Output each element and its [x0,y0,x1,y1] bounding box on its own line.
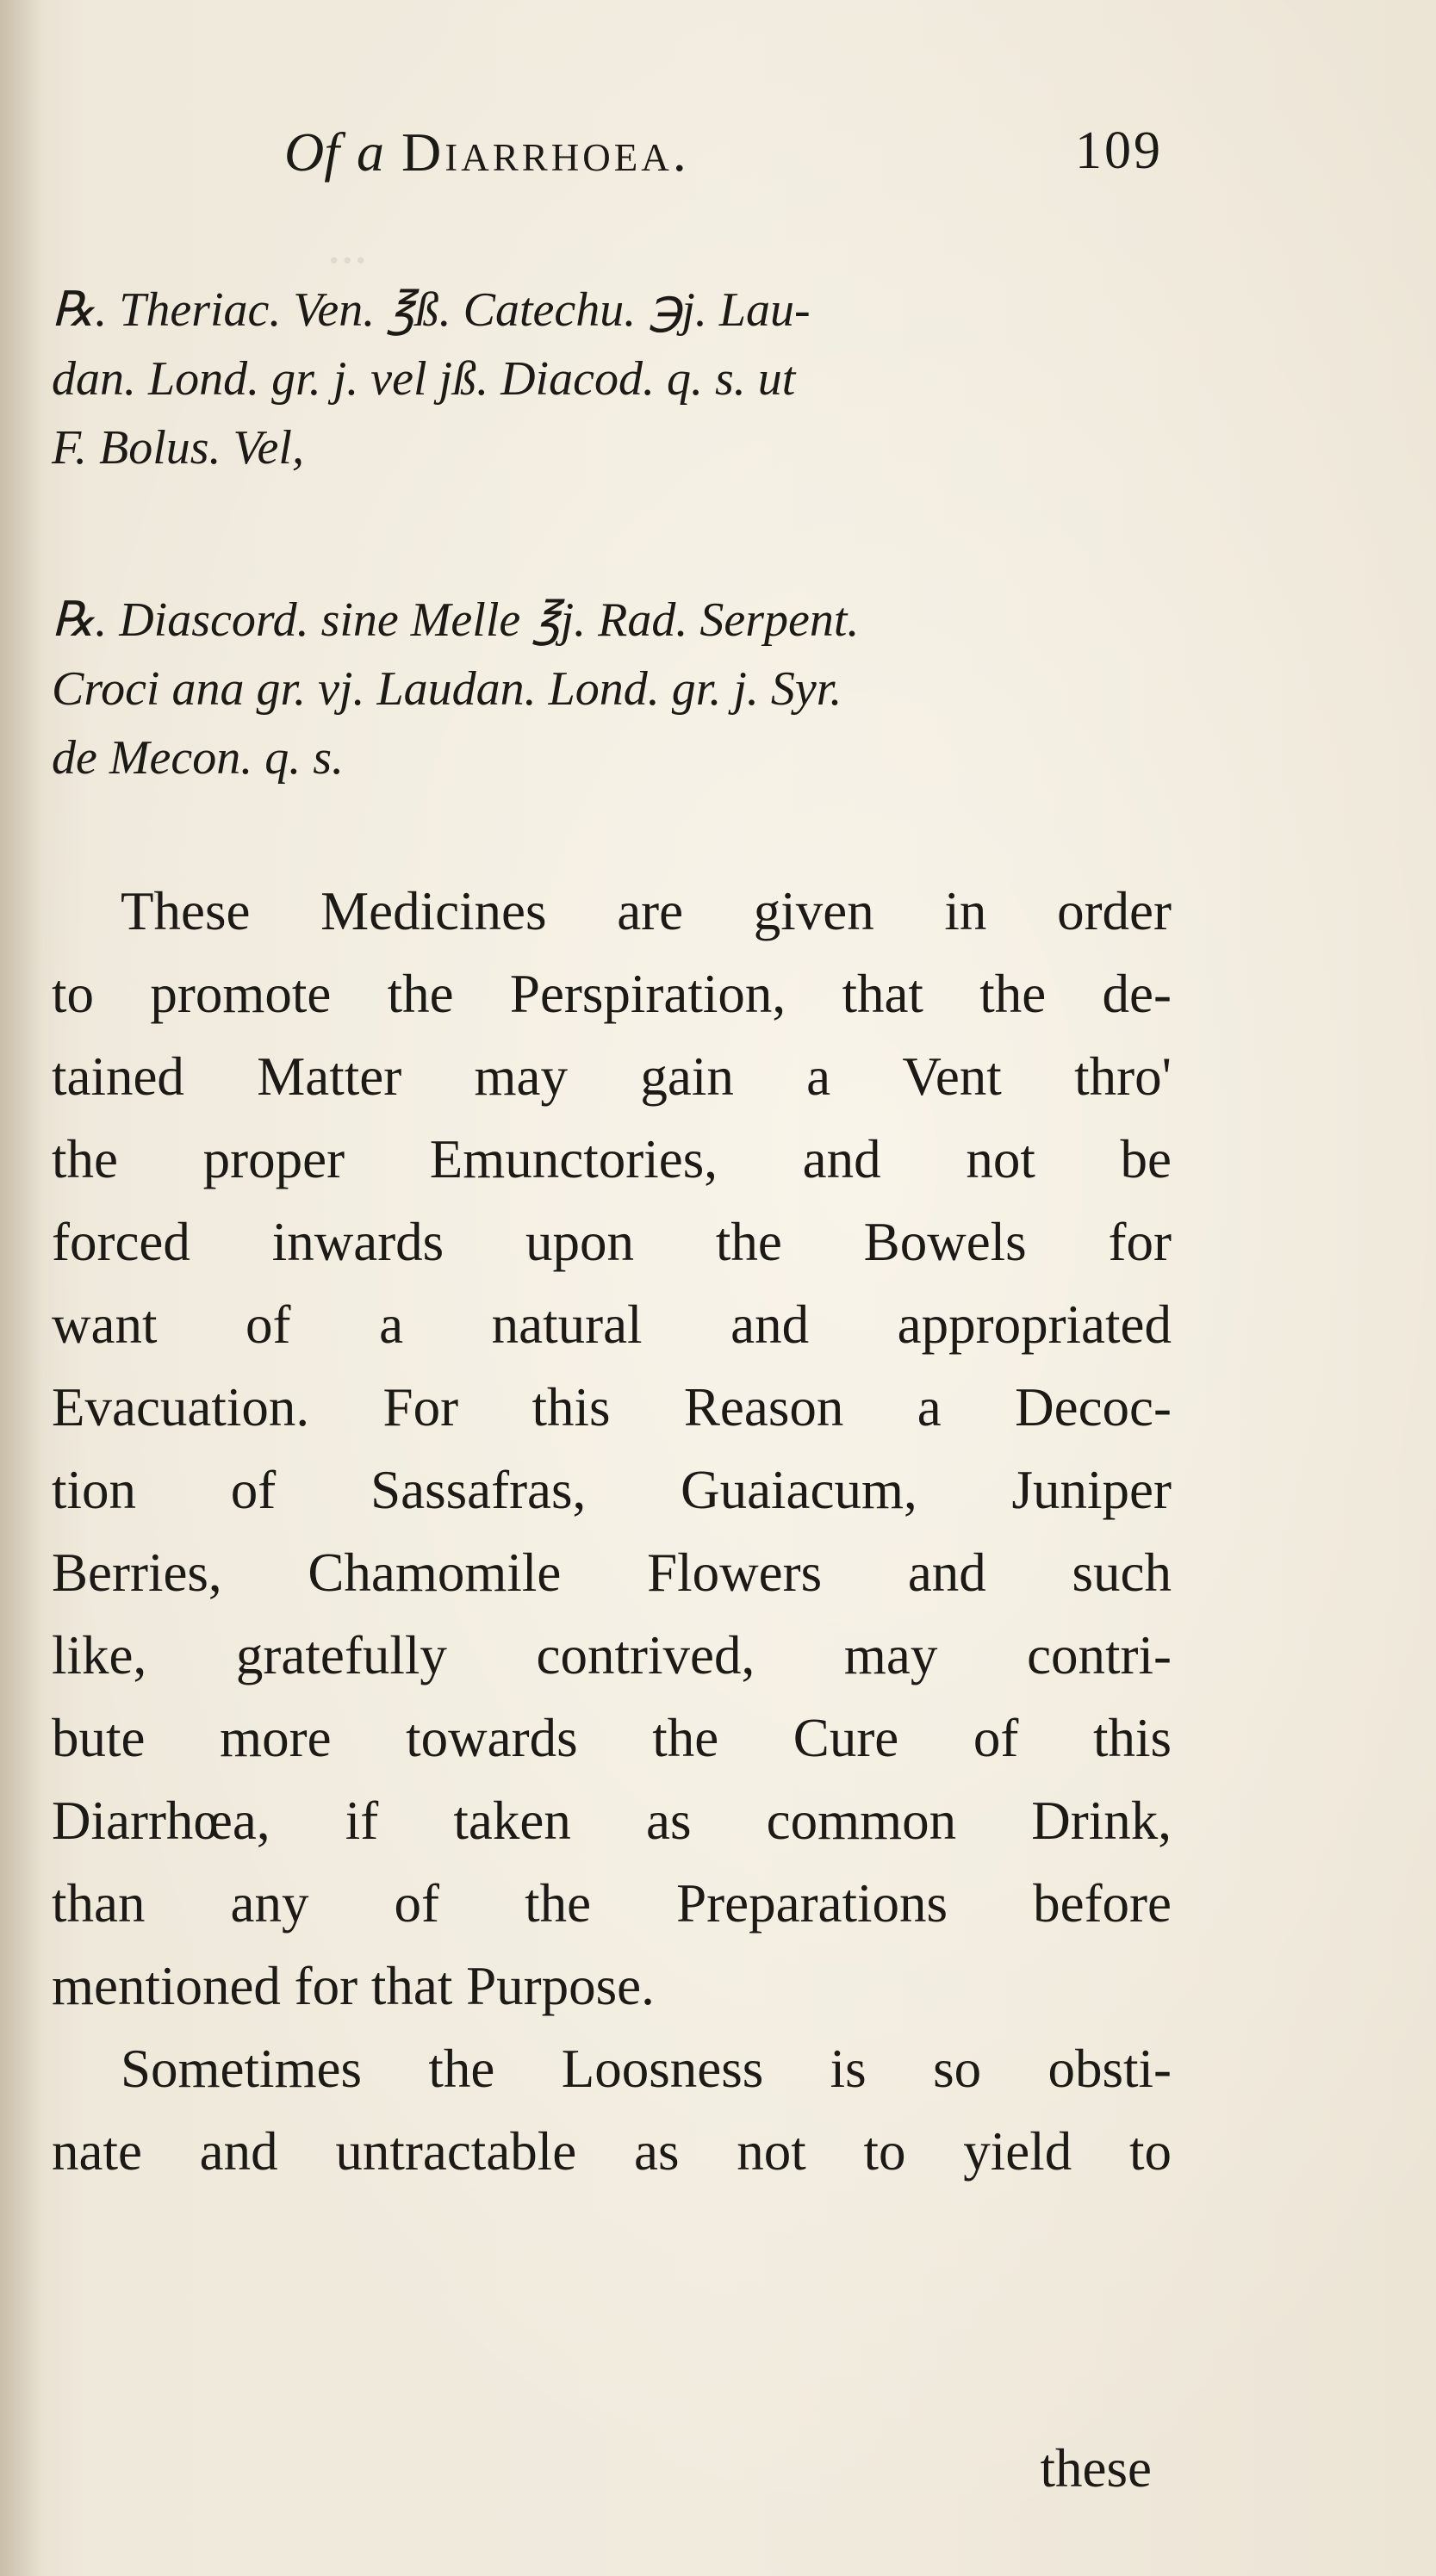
prescription-line: F. Bolus. Vel, [52,421,304,475]
body-line: forced inwards upon the Bowels for [52,1212,1172,1272]
body-line: Evacuation. For this Reason a Decoc- [52,1377,1172,1437]
body-text [52,870,1172,2193]
prescription-2 [52,586,1172,792]
body-line: Sometimes the Loosness is so obsti- [121,2039,1172,2099]
body-line: tained Matter may gain a Vent thro' [52,1046,1172,1107]
bleed-through-text: ... [327,216,368,275]
body-line: like, gratefully contrived, may contri- [52,1625,1172,1685]
body-line: tion of Sassafras, Guaiacum, Juniper [52,1460,1172,1520]
page-number: 109 [1075,121,1163,180]
body-line: Diarrhœa, if taken as common Drink, [52,1791,1172,1851]
body-line: than any of the Preparations before [52,1873,1172,1934]
running-head [284,121,1163,198]
body-line: want of a natural and appropriated [52,1294,1172,1355]
body-line: to promote the Perspiration, that the de- [52,964,1172,1024]
prescription-line: Croci ana gr. vj. Laudan. Lond. gr. j. Syr. [52,662,842,716]
prescription-line: de Mecon. q. s. [52,731,345,785]
body-line: Berries, Chamomile Flowers and such [52,1542,1172,1603]
running-head-title [284,121,690,184]
prescription-line: ℞. Diascord. sine Melle ℥j. Rad. Serpent. [52,593,860,647]
body-line: the proper Emunctories, and not be [52,1129,1172,1189]
prescription-line: ℞. Theriac. Ven. ℥ß. Catechu. ℈j. Lau- [52,283,811,337]
body-line: mentioned for that Purpose. [52,1956,655,2016]
body-line: These Medicines are given in order [121,881,1172,941]
prescription-1 [52,276,1172,482]
running-head-a: a [357,121,384,183]
body-line: nate and untractable as not to yield to [52,2121,1172,2182]
running-head-of: Of [284,121,339,183]
running-head-subject: Diarrhoea. [401,121,690,183]
catchword: these [1040,2438,1152,2498]
prescription-line: dan. Lond. gr. j. vel jß. Diacod. q. s. ut [52,352,796,406]
body-line: bute more towards the Cure of this [52,1708,1172,1768]
spine-shadow [0,0,43,2576]
